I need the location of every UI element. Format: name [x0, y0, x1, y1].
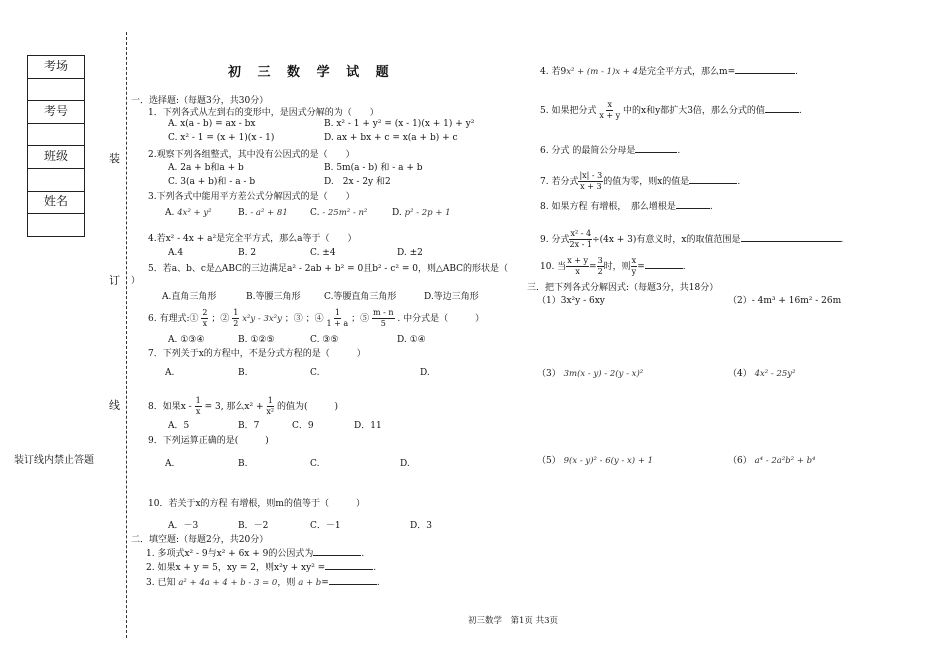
q4-option-d[interactable]: D. ±2 — [397, 248, 423, 258]
fill-q7: 7. 若分式 $\frac{|x| - 3}{x + 3}$ 的值为零，则x的值是 . — [540, 171, 741, 191]
fill-q1-blank[interactable] — [313, 555, 361, 556]
binding-char-ding: 订 — [109, 274, 120, 287]
q6-option-b[interactable]: B. ①②⑤ — [238, 335, 275, 345]
q9-option-d[interactable]: D. — [400, 459, 410, 469]
q5-stem-end: ） — [131, 276, 141, 286]
fill-q6-blank[interactable] — [635, 152, 677, 153]
q10-option-c[interactable]: C．－1 — [310, 521, 341, 531]
q2-option-b[interactable]: B. 5m(a - b) 和 - a + b — [324, 163, 423, 173]
q6-option-d[interactable]: D. ①④ — [397, 335, 426, 345]
q3-option-a[interactable]: A. 4x² + y² — [165, 208, 212, 218]
factor-problem-5: （5） 9(x - y)² - 6(y - x) + 1 — [537, 456, 654, 466]
q7-option-c[interactable]: C. — [310, 368, 320, 378]
q6-option-c[interactable]: C. ③⑤ — [310, 335, 339, 345]
q6-stem: 6. 有理式:① $\frac{2}{x}$ ；② $\frac{1}{2}$ x²y - 3x²y ；③ ；④ $\frac{1}{1 + a}$ ；⑤ $\frac{m - n}{5}$ . 中分式是（ ） — [148, 308, 485, 328]
binding-char-xian: 线 — [109, 399, 120, 412]
q8-option-d[interactable]: D．11 — [354, 421, 382, 431]
fill-q2-blank[interactable] — [325, 569, 373, 570]
binding-cut-line — [126, 32, 127, 638]
q10-stem: 10．若关于x的方程 有增根，则m的值等于（ ） — [148, 499, 365, 509]
q3-option-d[interactable]: D. p² - 2p + 1 — [392, 208, 451, 218]
q10-option-b[interactable]: B．－2 — [238, 521, 269, 531]
page-footer: 初三数学 第1页 共3页 — [468, 616, 559, 626]
q10-option-d[interactable]: D．3 — [410, 521, 432, 531]
q8-option-a[interactable]: A．5 — [168, 421, 190, 431]
fill-q7-blank[interactable] — [689, 183, 737, 184]
q4-option-c[interactable]: C. ±4 — [310, 248, 336, 258]
factor-problem-2: （2）- 4m³ + 16m² - 26m — [728, 296, 842, 306]
fill-q2: 2. 如果x + y = 5，xy = 2，则x²y + xy² = . — [146, 563, 377, 573]
q7-option-a[interactable]: A. — [165, 368, 175, 378]
fill-q3: 3. 已知 a² + 4a + 4 + b - 3 = 0，则 a + b= . — [146, 578, 380, 588]
exam-room-field[interactable] — [28, 78, 85, 101]
q3-stem: 3.下列各式中能用平方差公式分解因式的是（ ） — [148, 192, 355, 202]
section-2-title: 二．填空题:（每题2分，共20分） — [131, 535, 269, 545]
q7-option-b[interactable]: B. — [238, 368, 248, 378]
q2-option-c[interactable]: C. 3(a + b)和 - a - b — [168, 177, 256, 187]
binding-warning: 装订线内禁止答题 — [14, 455, 94, 466]
q5-option-d[interactable]: D.等边三角形 — [424, 292, 479, 302]
q1-stem: 1．下列各式从左到右的变形中，是因式分解的为（ ） — [148, 108, 379, 118]
fill-q5-blank[interactable] — [765, 112, 799, 113]
fill-q10: 10. 当 $\frac{x + y}{x}$ = $\frac{3}{2}$ 时，则 $\frac{x}{y}$ = . — [540, 256, 686, 276]
q6-option-a[interactable]: A. ①③④ — [168, 335, 205, 345]
q9-option-c[interactable]: C. — [310, 459, 320, 469]
name-label: 姓名 — [28, 191, 85, 214]
q5-option-b[interactable]: B.等腰三角形 — [246, 292, 301, 302]
q7-stem: 7．下列关于x的方程中，不是分式方程的是（ ） — [148, 349, 366, 359]
q9-stem: 9．下列运算正确的是( ) — [148, 436, 269, 446]
q1-option-b[interactable]: B. x² - 1 + y² = (x - 1)(x + 1) + y² — [324, 119, 475, 129]
q8-stem: 8．如果x - $\frac{1}{x}$ = 3, 那么x² + $\frac{1}{\text{x²}}$ 的值为( ) — [148, 396, 338, 416]
factor-problem-4: （4） 4x² - 25y² — [728, 369, 796, 379]
q8-option-c[interactable]: C．9 — [292, 421, 314, 431]
exam-number-label: 考号 — [28, 101, 85, 124]
fill-q9: 9. 分式 $\frac{\text{x² - 4}}{2x - 1}$ ÷(4x + 3)有意义时，x的取值范围是 . — [540, 229, 844, 249]
fill-q4: 4. 若9x² + (m - 1)x + 4是完全平方式，那么m= . — [540, 67, 798, 77]
fill-q3-blank[interactable] — [329, 584, 377, 585]
fill-q5: 5. 如果把分式 $\frac{x}{x + y}$ 中的x和y都扩大3倍，那么分式的值 . — [540, 100, 802, 120]
fill-q8-blank[interactable] — [676, 208, 710, 209]
q2-option-d[interactable]: D. 2x - 2y 和2 — [324, 177, 391, 187]
factor-problem-3: （3） 3m(x - y) - 2(y - x)² — [537, 369, 644, 379]
student-info-table — [27, 55, 85, 237]
q5-option-a[interactable]: A.直角三角形 — [162, 292, 217, 302]
q2-stem: 2.观察下列各组整式，其中没有公因式的是（ ） — [148, 150, 355, 160]
factor-problem-6: （6） a⁴ - 2a²b² + b⁴ — [728, 456, 816, 466]
fill-q4-blank[interactable] — [735, 73, 795, 74]
q1-option-d[interactable]: D. ax + bx + c = x(a + b) + c — [324, 133, 458, 143]
q7-option-d[interactable]: D. — [420, 368, 430, 378]
fill-q8: 8. 如果方程 有增根， 那么增根是 . — [540, 202, 713, 212]
q2-option-a[interactable]: A. 2a + b和a + b — [168, 163, 244, 173]
q3-option-b[interactable]: B. - a² + 81 — [238, 208, 288, 218]
q3-option-c[interactable]: C. - 25m² - n² — [310, 208, 368, 218]
section-1-title: 一．选择题:（每题3分，共30分） — [131, 96, 269, 106]
class-field[interactable] — [28, 168, 85, 191]
class-label: 班级 — [28, 146, 85, 169]
q4-stem: 4.若x² - 4x + a²是完全平方式，那么a等于（ ） — [148, 234, 357, 244]
q4-option-a[interactable]: A.4 — [168, 248, 184, 258]
q10-option-a[interactable]: A．－3 — [168, 521, 199, 531]
binding-char-zhuang: 装 — [109, 152, 120, 165]
fill-q6: 6. 分式 的最简公分母是 . — [540, 146, 681, 156]
fill-q10-blank[interactable] — [645, 268, 683, 269]
q1-option-a[interactable]: A. x(a - b) = ax - bx — [168, 119, 256, 129]
q9-option-a[interactable]: A. — [165, 459, 175, 469]
exam-room-label: 考场 — [28, 56, 85, 79]
q5-stem: 5．若a、b、c是△ABC的三边满足a² - 2ab + b² = 0且b² - c² = 0，则△ABC的形状是（ — [148, 264, 509, 274]
section-3-title: 三．把下列各式分解因式:（每题3分，共18分） — [527, 283, 719, 293]
fill-q1: 1. 多项式x² - 9与x² + 6x + 9的公因式为 . — [146, 549, 365, 559]
page-title: 初 三 数 学 试 题 — [228, 65, 395, 80]
factor-problem-1: （1）3x²y - 6xy — [537, 296, 605, 306]
name-field[interactable] — [28, 214, 85, 237]
fill-q9-blank[interactable] — [741, 241, 841, 242]
q8-option-b[interactable]: B．7 — [238, 421, 260, 431]
exam-number-field[interactable] — [28, 123, 85, 146]
q9-option-b[interactable]: B. — [238, 459, 248, 469]
q5-option-c[interactable]: C.等腰直角三角形 — [324, 292, 397, 302]
q4-option-b[interactable]: B. 2 — [238, 248, 257, 258]
q1-option-c[interactable]: C. x² - 1 = (x + 1)(x - 1) — [168, 133, 275, 143]
